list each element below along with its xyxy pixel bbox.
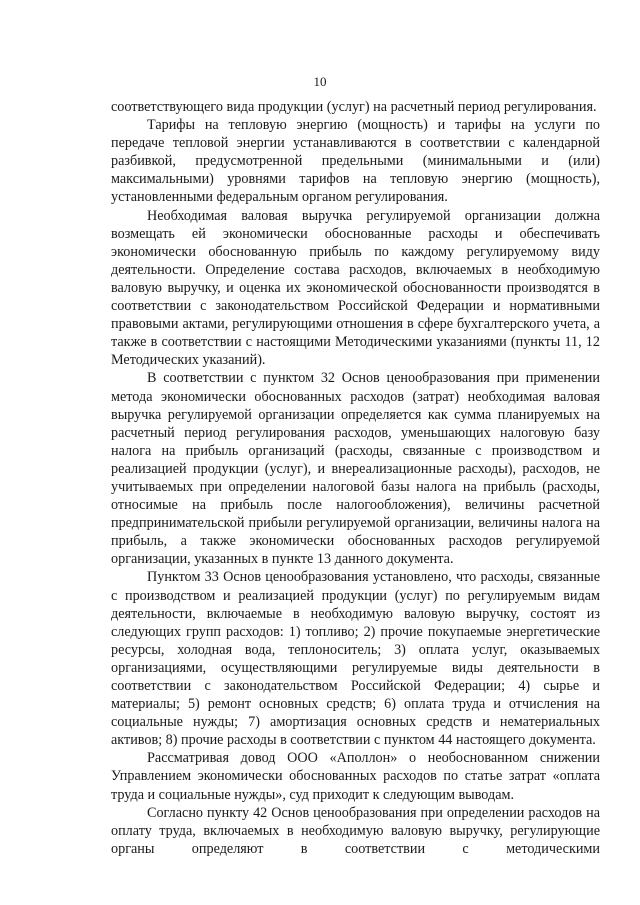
paragraph-apollon-argument: Рассматривая довод ООО «Аполлон» о необоснованном снижении Управлением экономически обоснованных расходов по статье затрат «оплата труда и социальные нужды», суд приходит к следующим выводам. (111, 750, 600, 803)
paragraph-point-42: Согласно пункту 42 Основ ценообразования при определении расходов на оплату труда, включаемых в необходимую валовую выручку, регулирующие органы определяют в соответствии с методическими (111, 804, 600, 857)
paragraph-gross-revenue: Необходимая валовая выручка регулируемой организации должна возмещать ей экономически обоснованные расходы и обеспечивать экономически обоснованную прибыль по каждому регулируемому виду деятельности. Определение состава расходов, включаемых в необходимую валовую выручку, и оценка их экономической обоснованности производятся в соответствии с законодательством Российской Федерации и нормативными правовыми актами, регулирующими отношения в сфере бухгалтерского учета, а также в соответствии с настоящими Методическими указаниями (пункты 11, 12 Методических указаний). (111, 207, 600, 369)
document-body (111, 98, 600, 858)
paragraph-point-32: В соответствии с пунктом 32 Основ ценообразования при применении метода экономически обоснованных расходов (затрат) необходимая валовая выручка регулируемой организации определяется как сумма планируемых на расчетный период регулирования расходов, уменьшающих налоговую базу налога на прибыль организаций (расходы, связанные с производством и реализацией продукции (услуг), и внереализационные расходы), расходов, не учитываемых при определении налоговой базы налога на прибыль (расходы, относимые на прибыль после налогообложения), величины расчетной предпринимательской прибыли регулируемой организации, величины налога на прибыль, а также экономически обоснованных расходов регулируемой организации, указанных в пункте 13 данного документа. (111, 370, 600, 568)
page-number: 10 (313, 74, 327, 89)
paragraph-continuation: соответствующего вида продукции (услуг) на расчетный период регулирования. (111, 99, 597, 115)
paragraph-point-33: Пунктом 33 Основ ценообразования установлено, что расходы, связанные с производством и реализацией продукции (услуг) по регулируемым видам деятельности, включаемые в необходимую валовую выручку, состоят из следующих групп расходов: 1) топливо; 2) прочие покупаемые энергетические ресурсы, холодная вода, теплоноситель; 3) оплата услуг, оказываемых организациями, осуществляющими регулируемые виды деятельности в соответствии с законодательством Российской Федерации; 4) сырье и материалы; 5) ремонт основных средств; 6) оплата труда и отчисления на социальные нужды; 7) амортизация основных средств и нематериальных активов; 8) прочие расходы в соответствии с пунктом 44 настоящего документа. (111, 569, 600, 749)
paragraph-tariffs: Тарифы на тепловую энергию (мощность) и тарифы на услуги по передаче тепловой энергии устанавливаются в соответствии с календарной разбивкой, предусмотренной предельными (минимальными и (или) максимальными) уровнями тарифов на тепловую энергию (мощность), установленными федеральным органом регулирования. (111, 117, 600, 206)
